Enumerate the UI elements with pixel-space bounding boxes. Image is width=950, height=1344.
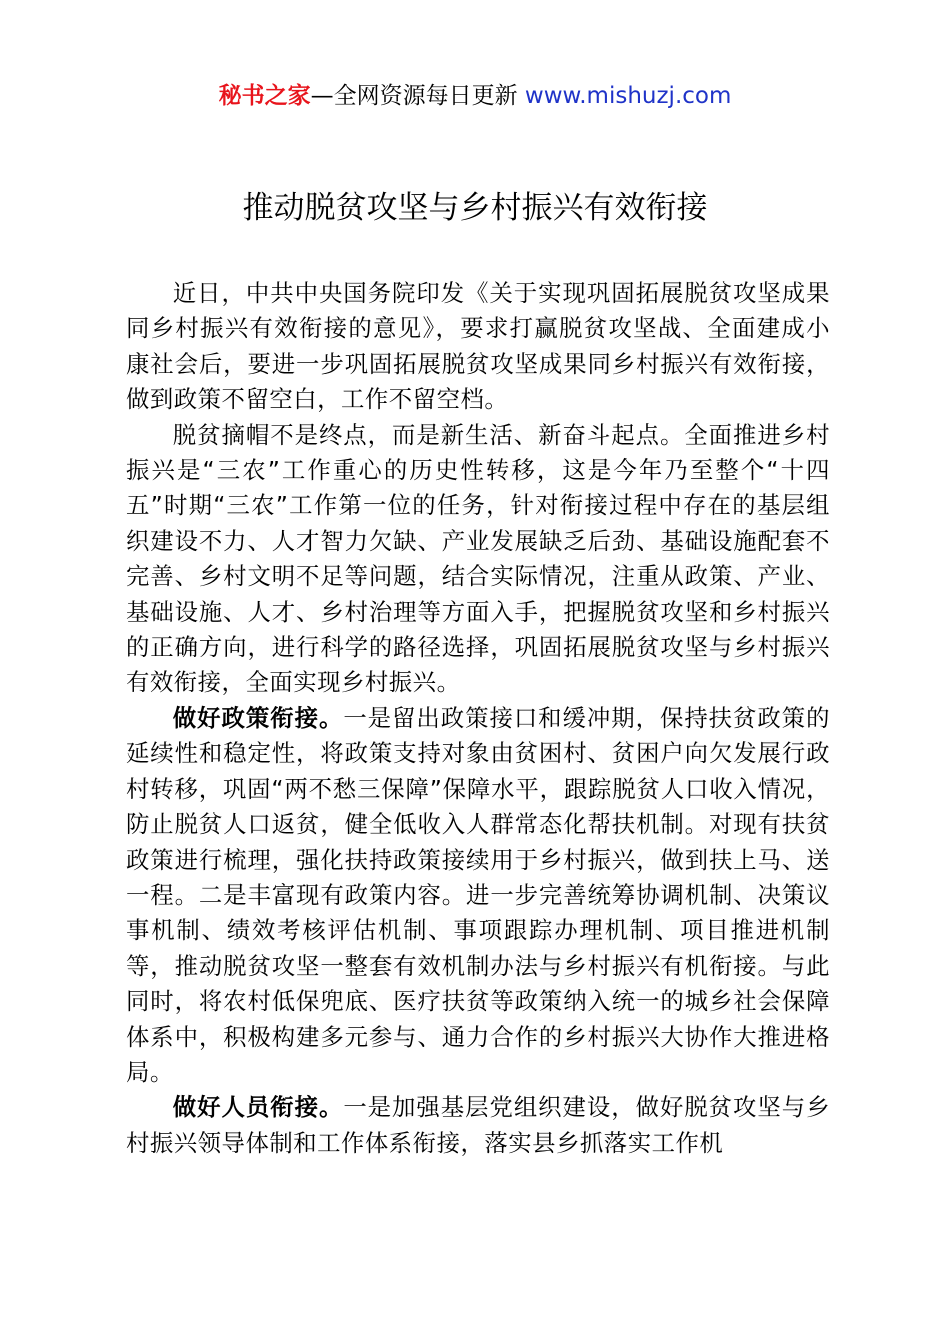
document-body (126, 276, 830, 1161)
paragraph (126, 276, 830, 418)
site-tagline: —全网资源每日更新 (310, 83, 525, 109)
paragraph-text: 近日，中共中央国务院印发《关于实现巩固拓展脱贫攻坚成果同乡村振兴有效衔接的意见》，要求打赢脱贫攻坚战、全面建成小康社会后，要进一步巩固拓展脱贫攻坚成果同乡村振兴有效衔接，做到政策不留空白，工作不留空档。 (126, 279, 830, 414)
paragraph (126, 418, 830, 701)
paragraph (126, 701, 830, 1090)
document-title: 推动脱贫攻坚与乡村振兴有效衔接 (242, 190, 708, 226)
paragraph-text: 脱贫摘帽不是终点，而是新生活、新奋斗起点。全面推进乡村振兴是“三农”工作重心的历史性转移，这是今年乃至整个“十四五”时期“三农”工作第一位的任务，针对衔接过程中存在的基层组织建设不力、人才智力欠缺、产业发展缺乏后劲、基础设施配套不完善、乡村文明不足等问题，结合实际情况，注重从政策、产业、基础设施、人才、乡村治理等方面入手，把握脱贫攻坚和乡村振兴的正确方向，进行科学的路径选择，巩固拓展脱贫攻坚与乡村振兴有效衔接，全面实现乡村振兴。 (126, 420, 830, 697)
paragraph (126, 1090, 830, 1161)
paragraph-lead: 做好人员衔接。 (172, 1093, 344, 1122)
site-brand: 秘书之家 (218, 83, 311, 109)
paragraph-text: 一是留出政策接口和缓冲期，保持扶贫政策的延续性和稳定性，将政策支持对象由贫困村、贫困户向欠发展行政村转移，巩固“两不愁三保障”保障水平，跟踪脱贫人口收入情况，防止脱贫人口返贫，健全低收入人群常态化帮扶机制。对现有扶贫政策进行梳理，强化扶持政策接续用于乡村振兴，做到扶上马、送一程。二是丰富现有政策内容。进一步完善统筹协调机制、决策议事机制、绩效考核评估机制、事项跟踪办理机制、项目推进机制等，推动脱贫攻坚一整套有效机制办法与乡村振兴有机衔接。与此同时，将农村低保兜底、医疗扶贫等政策纳入统一的城乡社会保障体系中，积极构建多元参与、通力合作的乡村振兴大协作大推进格局。 (126, 703, 831, 1086)
site-header (0, 80, 950, 112)
paragraph-lead: 做好政策衔接。 (172, 703, 344, 732)
paragraph-text: 一是加强基层党组织建设，做好脱贫攻坚与乡村振兴领导体制和工作体系衔接，落实县乡抓落实工作机 (126, 1093, 831, 1157)
site-url[interactable]: www.mishuzj.com (524, 83, 732, 109)
